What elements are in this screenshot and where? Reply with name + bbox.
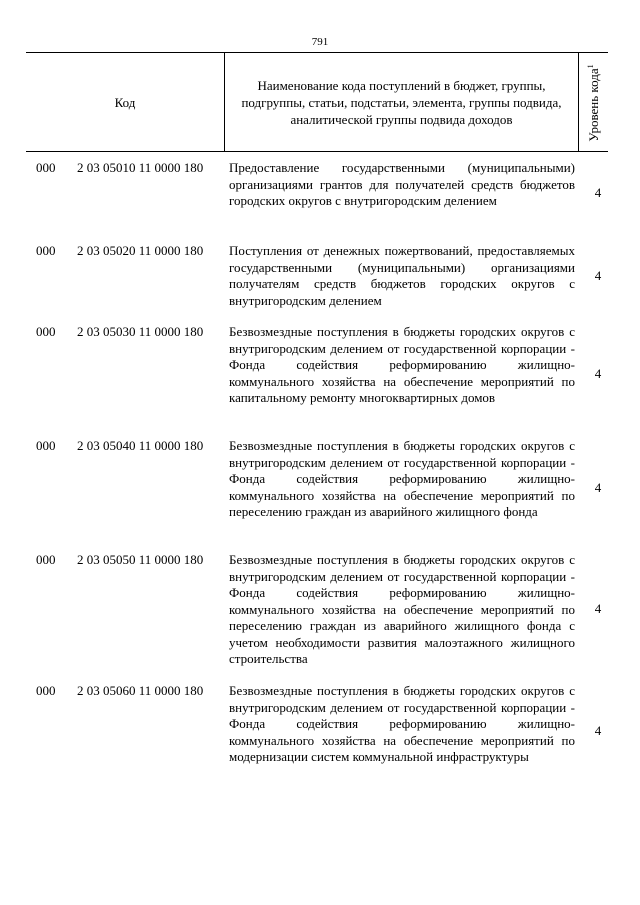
header-level <box>578 53 608 152</box>
header-level-label: Уровень кода <box>586 68 602 142</box>
header-code: Код <box>114 94 136 110</box>
row-name: Предоставление государственными (муниципальными) организациями грантов для получателей средств бюджетов городских округов с внутригородским делением <box>229 160 575 208</box>
header-level-text <box>586 64 602 141</box>
row-prefix: 000 <box>36 552 56 567</box>
header-level-footnote-mark: 1 <box>585 64 595 69</box>
table-header <box>26 52 608 152</box>
row-prefix: 000 <box>36 160 56 175</box>
row-level: 4 <box>594 601 602 616</box>
row-name: Безвозмездные поступления в бюджеты городских округов с внутригородским делением от государственной корпорации - Фонда содействия реформированию жилищно-коммунального хозяйства на обеспечение мероприятий по капитальному ремонту многоквартирных домов <box>229 324 575 405</box>
row-name: Безвозмездные поступления в бюджеты городских округов с внутригородским делением от государственной корпорации - Фонда содействия реформированию жилищно-коммунального хозяйства на обеспечение мероприятий по модернизации систем коммунальной инфраструктуры <box>229 683 575 764</box>
row-prefix: 000 <box>36 324 56 339</box>
row-name: Безвозмездные поступления в бюджеты городских округов с внутригородским делением от государственной корпорации - Фонда содействия реформированию жилищно-коммунального хозяйства на обеспечение мероприятий по переселению граждан из аварийного жилищного фонда <box>229 438 575 519</box>
row-level: 4 <box>594 268 602 283</box>
row-level: 4 <box>594 480 602 495</box>
row-name: Поступления от денежных пожертвований, предоставляемых государственными (муниципальными) организациями получателям средств бюджетов городских округов с внутригородским делением <box>229 243 575 308</box>
row-code: 2 03 05060 11 0000 180 <box>77 683 204 698</box>
page-number: 791 <box>311 36 329 48</box>
row-code: 2 03 05030 11 0000 180 <box>77 324 204 339</box>
row-name: Безвозмездные поступления в бюджеты городских округов с внутригородским делением от государственной корпорации - Фонда содействия реформированию жилищно-коммунального хозяйства на обеспечение мероприятий по переселению граждан из аварийного жилищного фонда с учетом необходимости развития малоэтажного жилищного строительства <box>229 552 575 666</box>
row-level: 4 <box>594 185 602 200</box>
row-level: 4 <box>594 366 602 381</box>
row-code: 2 03 05020 11 0000 180 <box>77 243 204 258</box>
row-code: 2 03 05040 11 0000 180 <box>77 438 204 453</box>
row-prefix: 000 <box>36 683 56 698</box>
row-prefix: 000 <box>36 438 56 453</box>
header-name: Наименование кода поступлений в бюджет, группы, подгруппы, статьи, подстатьи, элемента, группы подвида, аналитической группы подвида доходов <box>224 53 578 152</box>
row-code: 2 03 05010 11 0000 180 <box>77 160 204 175</box>
row-code: 2 03 05050 11 0000 180 <box>77 552 204 567</box>
row-prefix: 000 <box>36 243 56 258</box>
row-level: 4 <box>594 723 602 738</box>
